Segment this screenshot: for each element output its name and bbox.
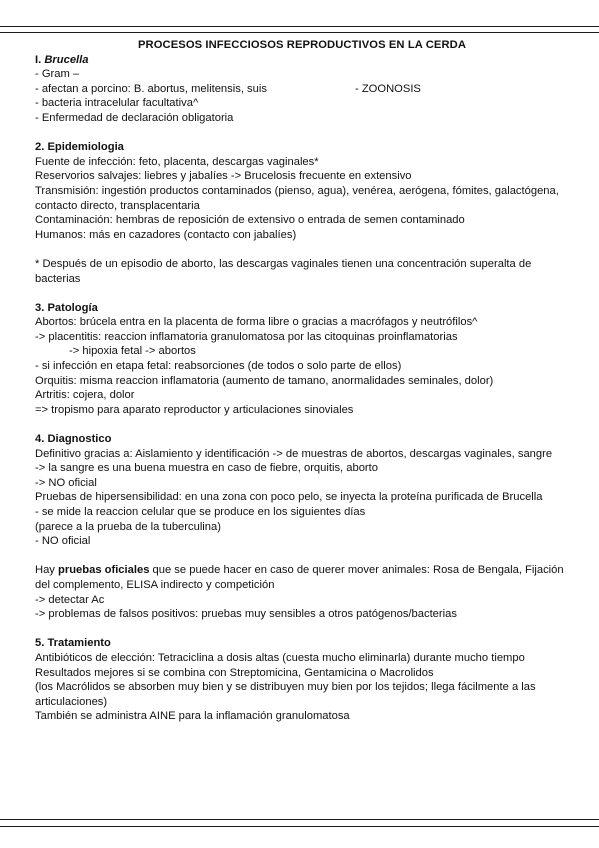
- section-1-number: I.: [35, 53, 45, 66]
- section-1-line-2: [35, 82, 575, 97]
- official-tests-pre: Hay: [35, 564, 59, 577]
- section-4-line-8: -> detectar Ac: [35, 593, 105, 606]
- section-1-heading: [35, 53, 575, 68]
- section-1-name: Brucella: [44, 53, 89, 66]
- section-3-line-6: Artritis: cojera, dolor: [35, 389, 135, 402]
- bottom-rule-2: [0, 826, 599, 827]
- section-5-line-1: Antibióticos de elección: Tetraciclina a dosis altas (cuesta mucho eliminarla) durante mucho tiempo: [35, 651, 525, 664]
- section-4-line-4: Pruebas de hipersensibilidad: en una zona con poco pelo, se inyecta la proteína purificada de Brucella: [35, 491, 543, 504]
- section-2-line-4: Contaminación: hembras de reposición de extensivo o entrada de semen contaminado: [35, 214, 465, 227]
- section-2-line-2: Reservorios salvajes: liebres y jabalíes -> Brucelosis frecuente en extensivo: [35, 170, 412, 183]
- official-tests-paragraph: [35, 563, 575, 592]
- section-1-line-2-text: - afectan a porcino: B. abortus, melitensis, suis: [35, 82, 267, 95]
- section-2-line-1: Fuente de infección: feto, placenta, descargas vaginales*: [35, 155, 319, 168]
- section-2-line-3: Transmisión: ingestión productos contaminados (pienso, agua), venérea, aerógena, fómites, galactógena, contacto directo, transplacentaria: [35, 184, 559, 212]
- section-4-line-7: - NO oficial: [35, 535, 91, 548]
- section-2-footnote: * Después de un episodio de aborto, las descargas vaginales tienen una concentración superalta de bacterias: [35, 257, 532, 285]
- document-title: PROCESOS INFECCIOSOS REPRODUCTIVOS EN LA CERDA: [137, 39, 467, 51]
- section-4-line-1: Definitivo gracias a: Aislamiento y identificación -> de muestras de abortos, descargas vaginales, sangre: [35, 447, 553, 460]
- section-1-line-1: - Gram –: [35, 68, 80, 81]
- section-4-line-3: -> NO oficial: [35, 476, 97, 489]
- document-page: [35, 38, 575, 724]
- section-3-line-4: - si infección en etapa fetal: reabsorciones (de todos o solo parte de ellos): [35, 360, 402, 373]
- section-5-heading: 5. Tratamiento: [35, 637, 111, 650]
- section-4-line-6: (parece a la prueba de la tuberculina): [35, 520, 221, 533]
- official-tests-post: que se puede hacer en caso de querer mover animales: Rosa de Bengala, Fijación del complemento, ELISA indirecto y competición: [35, 564, 564, 591]
- section-1-line-3: - bacteria intracelular facultativa^: [35, 97, 199, 110]
- section-3-heading: 3. Patología: [35, 301, 98, 314]
- section-5-line-3: (los Macrólidos se absorben muy bien y se distribuyen muy bien por los tejidos; llega fácilmente a las articulaciones): [35, 681, 536, 708]
- section-2-line-5: Humanos: más en cazadores (contacto con jabalíes): [35, 228, 297, 241]
- section-4-line-9: -> problemas de falsos positivos: pruebas muy sensibles a otros patógenos/bacterias: [35, 608, 457, 621]
- section-2-heading: 2. Epidemiologia: [35, 141, 124, 154]
- section-5-line-2: Resultados mejores si se combina con Streptomicina, Gentamicina o Macrolidos: [35, 666, 434, 679]
- bottom-rule-1: [0, 819, 599, 820]
- section-3-line-3: -> hipoxia fetal -> abortos: [69, 345, 196, 358]
- section-5-line-4: También se administra AINE para la inflamación granulomatosa: [35, 710, 350, 723]
- top-rule-2: [0, 32, 599, 33]
- section-3-line-5: Orquitis: misma reaccion inflamatoria (aumento de tamano, anormalidades seminales, dolor): [35, 374, 494, 387]
- top-rule-1: [0, 26, 599, 27]
- zoonosis-note: - ZOONOSIS: [355, 82, 421, 95]
- section-3-line-2: -> placentitis: reaccion inflamatoria granulomatosa por las citoquinas proinflamatorias: [35, 330, 458, 343]
- section-3-line-7: => tropismo para aparato reproductor y articulaciones sinoviales: [35, 403, 354, 416]
- section-1-line-4: - Enfermedad de declaración obligatoria: [35, 111, 234, 124]
- official-tests-bold: pruebas oficiales: [58, 564, 150, 577]
- section-4-line-5: - se mide la reaccion celular que se produce en los siguientes días: [35, 506, 366, 518]
- section-4-heading: 4. Diagnostico: [35, 433, 112, 446]
- section-4-line-2: -> la sangre es una buena muestra en caso de fiebre, orquitis, aborto: [35, 462, 378, 475]
- section-3-line-1: Abortos: brúcela entra en la placenta de forma libre o gracias a macrófagos y neutrófilos^: [35, 316, 478, 329]
